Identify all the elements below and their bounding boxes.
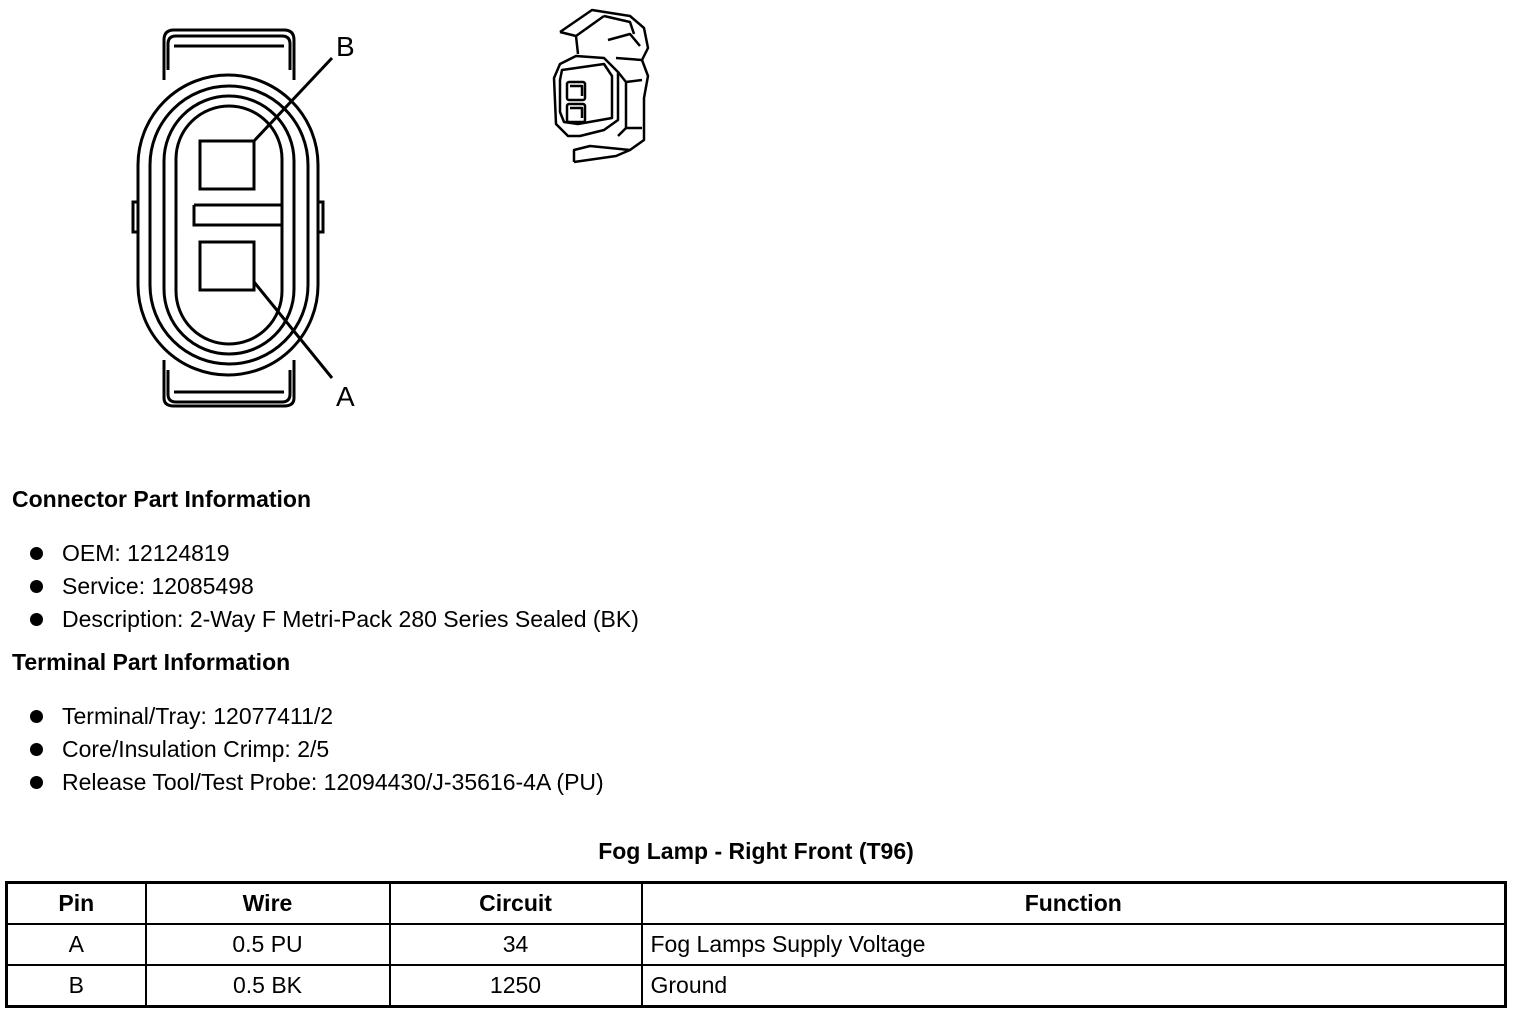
pinout-table <box>5 881 1507 1008</box>
cell-circuit: 1250 <box>390 965 642 1007</box>
table-row <box>7 924 1506 965</box>
cell-circuit: 34 <box>390 924 642 965</box>
list-item: Description: 2-Way F Metri-Pack 280 Series Sealed (BK) <box>28 603 639 636</box>
header-function: Function <box>642 883 1506 925</box>
cell-pin: A <box>7 924 146 965</box>
bullet-icon <box>30 743 43 756</box>
terminal-info-list <box>28 700 604 799</box>
cell-pin: B <box>7 965 146 1007</box>
header-wire: Wire <box>146 883 390 925</box>
table-header-row <box>7 883 1506 925</box>
cell-function: Ground <box>642 965 1506 1007</box>
bullet-icon <box>30 547 43 560</box>
table-caption: Fog Lamp - Right Front (T96) <box>598 838 914 864</box>
cell-function: Fog Lamps Supply Voltage <box>642 924 1506 965</box>
header-circuit: Circuit <box>390 883 642 925</box>
connector-info-title: Connector Part Information <box>12 486 312 512</box>
terminal-info-title: Terminal Part Information <box>12 649 291 675</box>
connector-info-list <box>28 537 639 636</box>
list-item: Core/Insulation Crimp: 2/5 <box>28 733 604 766</box>
bullet-icon <box>30 580 43 593</box>
list-item: Terminal/Tray: 12077411/2 <box>28 700 604 733</box>
bullet-icon <box>30 613 43 626</box>
list-item: OEM: 12124819 <box>28 537 639 570</box>
bullet-icon <box>30 710 43 723</box>
connector-face-view <box>120 20 380 420</box>
pin-label-a: A <box>336 381 355 412</box>
list-item: Release Tool/Test Probe: 12094430/J-35616-4A (PU) <box>28 766 604 799</box>
pin-label-b: B <box>336 31 355 62</box>
table-row <box>7 965 1506 1007</box>
header-pin: Pin <box>7 883 146 925</box>
cell-wire: 0.5 BK <box>146 965 390 1007</box>
connector-iso-view <box>530 0 680 180</box>
cell-wire: 0.5 PU <box>146 924 390 965</box>
list-item: Service: 12085498 <box>28 570 639 603</box>
bullet-icon <box>30 776 43 789</box>
